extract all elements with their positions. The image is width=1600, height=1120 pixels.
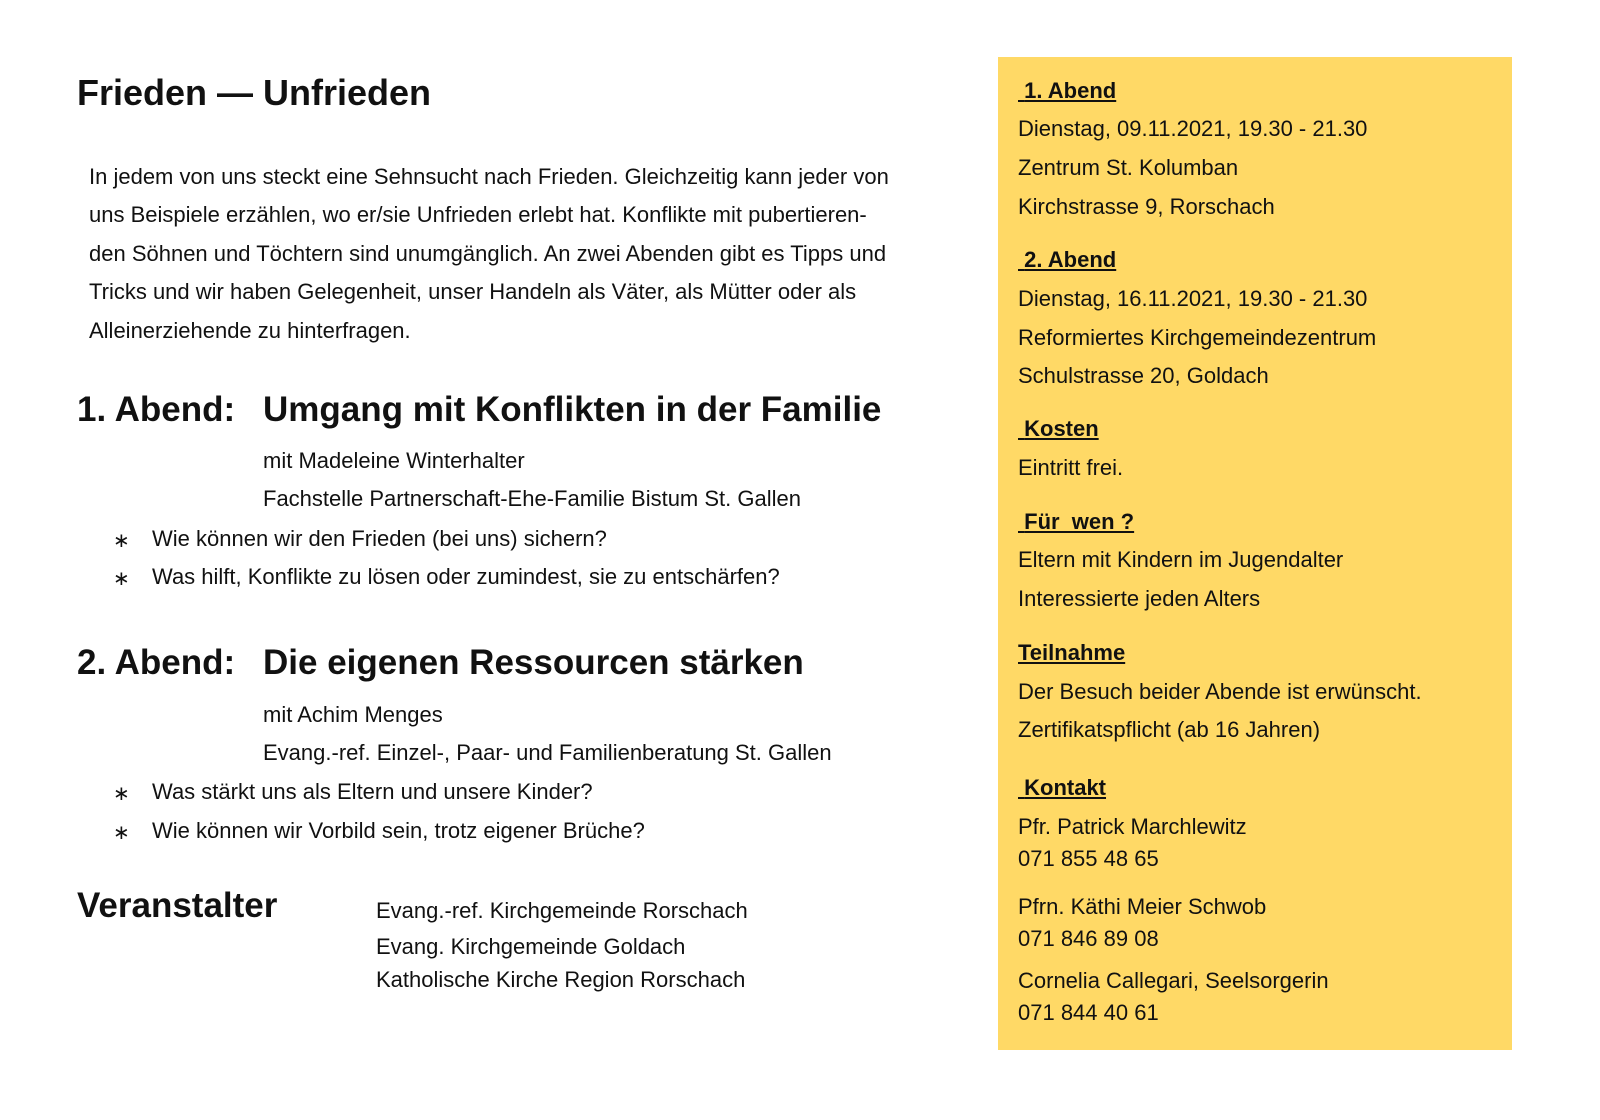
evening-1-speaker: mit Madeleine Winterhalter [263, 448, 525, 473]
sidebar-heading-kosten: Kosten [1024, 416, 1099, 441]
intro-line: den Söhnen und Töchtern sind unumgänglich. An zwei Abenden gibt es Tipps und [89, 240, 887, 266]
evening-1-bullet: Wie können wir den Frieden (bei uns) sichern? [152, 526, 607, 551]
organizer: Evang.-ref. Kirchgemeinde Rorschach [376, 898, 748, 923]
organizer: Evang. Kirchgemeinde Goldach [376, 934, 686, 959]
bullet-icon: ∗ [113, 568, 130, 590]
sidebar-heading-fuer-wen: Für wen ? [1024, 509, 1135, 534]
contact-phone: 071 855 48 65 [1018, 846, 1159, 871]
sidebar-line: Eintritt frei. [1018, 455, 1124, 480]
sidebar-line: Zertifikatspflicht (ab 16 Jahren) [1018, 717, 1321, 742]
evening-1-bullet: Was hilft, Konflikte zu lösen oder zumindest, sie zu entschärfen? [152, 564, 780, 589]
sidebar-line: Dienstag, 16.11.2021, 19.30 - 21.30 [1018, 286, 1368, 311]
sidebar-line: Eltern mit Kindern im Jugendalter [1018, 547, 1344, 572]
sidebar-heading-abend1: 1. Abend [1024, 78, 1117, 103]
contact-phone: 071 844 40 61 [1018, 1000, 1159, 1025]
sidebar-line: Dienstag, 09.11.2021, 19.30 - 21.30 [1018, 116, 1368, 141]
sidebar-heading-kontakt: Kontakt [1024, 775, 1107, 800]
evening-2-bullet: Was stärkt uns als Eltern und unsere Kinder? [152, 779, 593, 804]
evening-2-bullet: Wie können wir Vorbild sein, trotz eigener Brüche? [152, 818, 645, 843]
evening-2-label: 2. Abend: [77, 643, 236, 682]
sidebar-line: Interessierte jeden Alters [1018, 586, 1261, 611]
bullet-icon: ∗ [113, 783, 130, 805]
sidebar-line: Schulstrasse 20, Goldach [1018, 363, 1269, 388]
sidebar-heading-teilnahme: Teilnahme [1018, 640, 1126, 665]
contact-name: Pfr. Patrick Marchlewitz [1018, 814, 1247, 839]
intro-line: uns Beispiele erzählen, wo er/sie Unfrieden erlebt hat. Konflikte mit pubertieren- [89, 202, 867, 228]
sidebar-line: Kirchstrasse 9, Rorschach [1018, 194, 1275, 219]
intro-line: Alleinerziehende zu hinterfragen. [89, 317, 411, 343]
sidebar-line: Der Besuch beider Abende ist erwünscht. [1018, 679, 1422, 704]
page-title: Frieden — Unfrieden [77, 72, 432, 113]
contact-name: Pfrn. Käthi Meier Schwob [1018, 894, 1267, 919]
evening-1-label: 1. Abend: [77, 390, 236, 429]
bullet-icon: ∗ [113, 822, 130, 844]
organizers-heading: Veranstalter [77, 886, 278, 925]
evening-1-topic: Umgang mit Konflikten in der Familie [263, 390, 882, 429]
evening-1-org: Fachstelle Partnerschaft-Ehe-Familie Bistum St. Gallen [263, 486, 801, 511]
intro-line: Tricks und wir haben Gelegenheit, unser Handeln als Väter, als Mütter oder als [89, 279, 857, 305]
evening-2-topic: Die eigenen Ressourcen stärken [263, 643, 804, 682]
contact-name: Cornelia Callegari, Seelsorgerin [1018, 968, 1329, 993]
intro-paragraph [89, 158, 889, 350]
info-sidebar [998, 57, 1512, 1050]
contact-phone: 071 846 89 08 [1018, 926, 1159, 951]
intro-line: In jedem von uns steckt eine Sehnsucht nach Frieden. Gleichzeitig kann jeder von [89, 164, 889, 189]
sidebar-line: Zentrum St. Kolumban [1018, 155, 1239, 180]
sidebar-heading-abend2: 2. Abend [1024, 247, 1117, 272]
bullet-icon: ∗ [113, 530, 130, 552]
organizer: Katholische Kirche Region Rorschach [376, 967, 746, 992]
evening-2-org: Evang.-ref. Einzel-, Paar- und Familienberatung St. Gallen [263, 740, 832, 765]
sidebar-line: Reformiertes Kirchgemeindezentrum [1018, 325, 1377, 350]
evening-2-speaker: mit Achim Menges [263, 702, 443, 727]
